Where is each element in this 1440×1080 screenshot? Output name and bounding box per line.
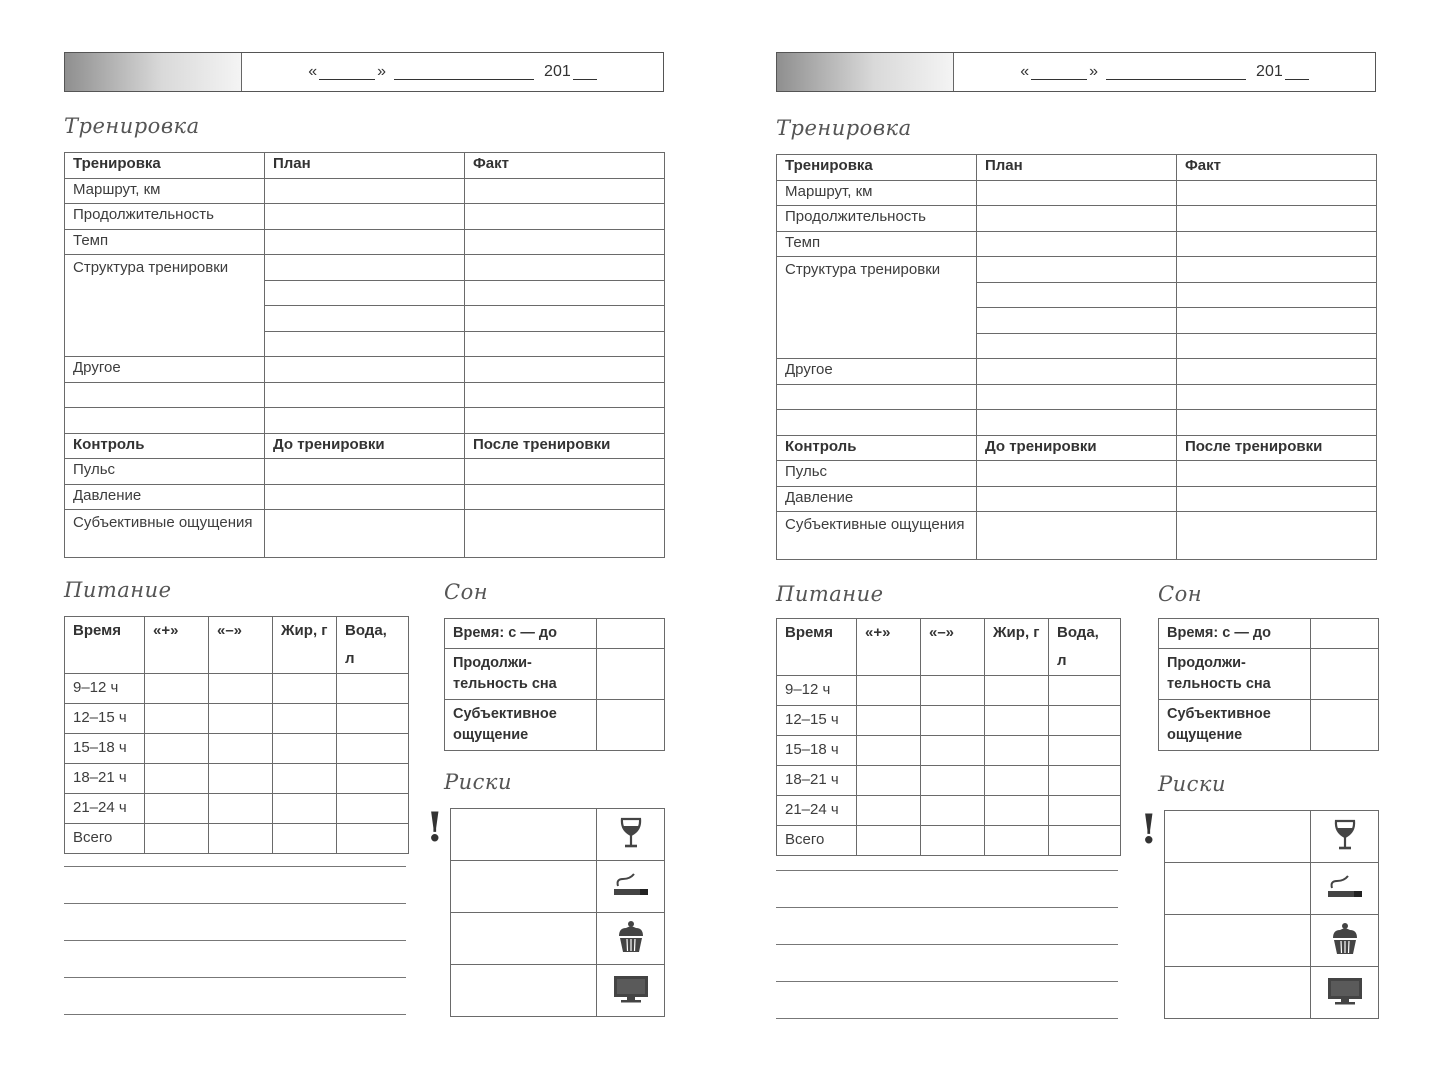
open-quote: « bbox=[1020, 63, 1030, 80]
structure-fact-cell[interactable] bbox=[465, 331, 665, 357]
nutrition-cell[interactable] bbox=[273, 734, 337, 764]
date-header bbox=[64, 52, 664, 92]
col-before: До тренировки bbox=[977, 435, 1177, 461]
risk-alcohol-cell[interactable] bbox=[451, 809, 597, 861]
total-label: Всего bbox=[777, 826, 857, 856]
nutrition-cell[interactable] bbox=[145, 734, 209, 764]
close-quote: » bbox=[1089, 63, 1099, 80]
nutrition-cell[interactable] bbox=[337, 824, 409, 854]
close-quote: » bbox=[377, 63, 387, 80]
row-pulse-label: Пульс bbox=[65, 459, 265, 485]
row-pulse-label: Пульс bbox=[777, 461, 977, 487]
duration-fact-cell[interactable] bbox=[465, 204, 665, 230]
nutrition-cell[interactable] bbox=[921, 736, 985, 766]
route-plan-cell[interactable] bbox=[265, 178, 465, 204]
col-control: Контроль bbox=[65, 433, 265, 459]
year-blank[interactable] bbox=[573, 65, 597, 80]
nutrition-cell[interactable] bbox=[985, 766, 1049, 796]
sleep-feeling-label: Субъективное ощущение bbox=[1159, 700, 1311, 751]
tv-icon bbox=[612, 974, 650, 1004]
col-plan: План bbox=[265, 153, 465, 179]
structure-plan-cell[interactable] bbox=[265, 280, 465, 306]
row-feeling-label: Субъективные ощущения bbox=[65, 510, 265, 558]
pace-fact-cell[interactable] bbox=[1177, 231, 1377, 257]
sleep-table bbox=[1158, 618, 1379, 751]
nutrition-cell[interactable] bbox=[273, 704, 337, 734]
sleep-duration-label: Продолжи-тельность сна bbox=[1159, 649, 1311, 700]
other-plan-cell[interactable] bbox=[977, 410, 1177, 436]
time-slot-label: 9–12 ч bbox=[65, 674, 145, 704]
risk-sweets-cell[interactable] bbox=[1165, 915, 1311, 967]
sleep-title: Сон bbox=[1158, 582, 1203, 606]
pulse-before-cell[interactable] bbox=[265, 459, 465, 485]
note-line[interactable] bbox=[64, 903, 406, 904]
sleep-time-label: Время: с — до bbox=[1159, 619, 1311, 649]
risks-title: Риски bbox=[444, 770, 512, 794]
wine-glass-icon bbox=[1331, 818, 1359, 852]
other-fact-cell[interactable] bbox=[465, 382, 665, 408]
col-training: Тренировка bbox=[777, 155, 977, 181]
structure-plan-cell[interactable] bbox=[265, 306, 465, 332]
row-pace-label: Темп bbox=[65, 229, 265, 255]
row-pressure-label: Давление bbox=[65, 484, 265, 510]
sleep-time-cell[interactable] bbox=[597, 619, 665, 649]
sleep-feeling-cell[interactable] bbox=[597, 700, 665, 751]
note-line[interactable] bbox=[776, 981, 1118, 982]
nutrition-cell[interactable] bbox=[1049, 706, 1121, 736]
row-route-label: Маршрут, км bbox=[65, 178, 265, 204]
month-blank[interactable] bbox=[1106, 65, 1246, 80]
nutrition-cell[interactable] bbox=[209, 674, 273, 704]
duration-fact-cell[interactable] bbox=[1177, 206, 1377, 232]
planner-page-right bbox=[776, 52, 1378, 1052]
structure-fact-cell[interactable] bbox=[1177, 308, 1377, 334]
exclamation-mark: ! bbox=[426, 804, 444, 851]
time-slot-label: 18–21 ч bbox=[65, 764, 145, 794]
risks-title: Риски bbox=[1158, 772, 1226, 796]
nutrition-cell[interactable] bbox=[337, 764, 409, 794]
other-plan-cell[interactable] bbox=[977, 359, 1177, 385]
note-line[interactable] bbox=[64, 940, 406, 941]
structure-fact-cell[interactable] bbox=[1177, 282, 1377, 308]
sleep-duration-cell[interactable] bbox=[597, 649, 665, 700]
pulse-after-cell[interactable] bbox=[465, 459, 665, 485]
duration-plan-cell[interactable] bbox=[265, 204, 465, 230]
structure-plan-cell[interactable] bbox=[265, 331, 465, 357]
risks-table bbox=[450, 808, 665, 1017]
pace-plan-cell[interactable] bbox=[977, 231, 1177, 257]
structure-fact-cell[interactable] bbox=[1177, 257, 1377, 283]
cupcake-icon bbox=[1330, 921, 1360, 957]
sleep-duration-cell[interactable] bbox=[1311, 649, 1379, 700]
route-fact-cell[interactable] bbox=[465, 178, 665, 204]
structure-fact-cell[interactable] bbox=[465, 255, 665, 281]
nutrition-cell[interactable] bbox=[857, 706, 921, 736]
risk-alcohol-cell[interactable] bbox=[1165, 811, 1311, 863]
structure-fact-cell[interactable] bbox=[465, 280, 665, 306]
nutrition-cell[interactable] bbox=[921, 796, 985, 826]
nutrition-cell[interactable] bbox=[337, 794, 409, 824]
nutrition-cell[interactable] bbox=[1049, 796, 1121, 826]
nutrition-table bbox=[776, 618, 1121, 856]
nutrition-cell[interactable] bbox=[337, 704, 409, 734]
time-slot-label: 15–18 ч bbox=[65, 734, 145, 764]
row-feeling-label: Субъективные ощущения bbox=[777, 512, 977, 560]
feeling-before-cell[interactable] bbox=[977, 512, 1177, 560]
other-extra-cell[interactable] bbox=[777, 410, 977, 436]
risk-sweets-cell[interactable] bbox=[451, 913, 597, 965]
col-fat: Жир, г bbox=[985, 619, 1049, 676]
cigarette-icon bbox=[1326, 872, 1364, 902]
col-fact: Факт bbox=[1177, 155, 1377, 181]
date-field[interactable] bbox=[242, 53, 663, 91]
col-water: Вода, л bbox=[337, 617, 409, 674]
feeling-after-cell[interactable] bbox=[1177, 512, 1377, 560]
sleep-feeling-cell[interactable] bbox=[1311, 700, 1379, 751]
note-line[interactable] bbox=[776, 870, 1118, 871]
other-extra-cell[interactable] bbox=[65, 408, 265, 434]
training-table bbox=[776, 154, 1377, 560]
nutrition-cell[interactable] bbox=[145, 764, 209, 794]
col-time: Время bbox=[777, 619, 857, 676]
nutrition-cell[interactable] bbox=[1049, 736, 1121, 766]
other-plan-cell[interactable] bbox=[977, 384, 1177, 410]
wine-glass-icon bbox=[617, 816, 645, 850]
pace-plan-cell[interactable] bbox=[265, 229, 465, 255]
nutrition-title: Питание bbox=[776, 582, 884, 606]
nutrition-cell[interactable] bbox=[857, 766, 921, 796]
col-time: Время bbox=[65, 617, 145, 674]
sleep-feeling-label: Субъективное ощущение bbox=[445, 700, 597, 751]
time-slot-label: 12–15 ч bbox=[65, 704, 145, 734]
time-slot-label: 15–18 ч bbox=[777, 736, 857, 766]
other-plan-cell[interactable] bbox=[265, 408, 465, 434]
note-line[interactable] bbox=[776, 944, 1118, 945]
other-fact-cell[interactable] bbox=[465, 408, 665, 434]
nutrition-cell[interactable] bbox=[273, 824, 337, 854]
nutrition-cell[interactable] bbox=[921, 766, 985, 796]
other-plan-cell[interactable] bbox=[265, 357, 465, 383]
header-gradient-block bbox=[777, 53, 954, 91]
structure-plan-cell[interactable] bbox=[977, 282, 1177, 308]
col-plus: «+» bbox=[857, 619, 921, 676]
pressure-after-cell[interactable] bbox=[465, 484, 665, 510]
col-after: После тренировки bbox=[465, 433, 665, 459]
training-title: Тренировка bbox=[64, 114, 200, 138]
month-blank[interactable] bbox=[394, 65, 534, 80]
sleep-title: Сон bbox=[444, 580, 489, 604]
other-plan-cell[interactable] bbox=[265, 382, 465, 408]
nutrition-cell[interactable] bbox=[337, 674, 409, 704]
nutrition-cell[interactable] bbox=[145, 704, 209, 734]
route-fact-cell[interactable] bbox=[1177, 180, 1377, 206]
nutrition-cell[interactable] bbox=[857, 826, 921, 856]
year-blank[interactable] bbox=[1285, 65, 1309, 80]
feeling-before-cell[interactable] bbox=[265, 510, 465, 558]
row-duration-label: Продолжительность bbox=[65, 204, 265, 230]
nutrition-cell[interactable] bbox=[273, 794, 337, 824]
nutrition-cell[interactable] bbox=[1049, 766, 1121, 796]
time-slot-label: 12–15 ч bbox=[777, 706, 857, 736]
training-table bbox=[64, 152, 665, 558]
row-other-label: Другое bbox=[65, 357, 265, 383]
nutrition-cell[interactable] bbox=[921, 826, 985, 856]
nutrition-cell[interactable] bbox=[985, 796, 1049, 826]
pulse-after-cell[interactable] bbox=[1177, 461, 1377, 487]
pace-fact-cell[interactable] bbox=[465, 229, 665, 255]
risk-smoking-cell[interactable] bbox=[451, 861, 597, 913]
row-structure-label: Структура тренировки bbox=[777, 257, 977, 359]
col-fat: Жир, г bbox=[273, 617, 337, 674]
nutrition-title: Питание bbox=[64, 578, 172, 602]
col-training: Тренировка bbox=[65, 153, 265, 179]
sleep-time-label: Время: с — до bbox=[445, 619, 597, 649]
row-structure-label: Структура тренировки bbox=[65, 255, 265, 357]
nutrition-cell[interactable] bbox=[1049, 676, 1121, 706]
row-other-label: Другое bbox=[777, 359, 977, 385]
col-control: Контроль bbox=[777, 435, 977, 461]
other-extra-cell[interactable] bbox=[777, 384, 977, 410]
time-slot-label: 18–21 ч bbox=[777, 766, 857, 796]
sleep-table bbox=[444, 618, 665, 751]
nutrition-cell[interactable] bbox=[273, 674, 337, 704]
nutrition-cell[interactable] bbox=[857, 736, 921, 766]
nutrition-cell[interactable] bbox=[209, 704, 273, 734]
row-pressure-label: Давление bbox=[777, 486, 977, 512]
structure-plan-cell[interactable] bbox=[977, 308, 1177, 334]
nutrition-cell[interactable] bbox=[337, 734, 409, 764]
risk-tv-cell[interactable] bbox=[451, 965, 597, 1017]
other-fact-cell[interactable] bbox=[465, 357, 665, 383]
col-water: Вода, л bbox=[1049, 619, 1121, 676]
duration-plan-cell[interactable] bbox=[977, 206, 1177, 232]
day-blank[interactable] bbox=[319, 65, 375, 80]
structure-fact-cell[interactable] bbox=[465, 306, 665, 332]
feeling-after-cell[interactable] bbox=[465, 510, 665, 558]
nutrition-cell[interactable] bbox=[857, 796, 921, 826]
total-label: Всего bbox=[65, 824, 145, 854]
note-line[interactable] bbox=[64, 977, 406, 978]
pressure-before-cell[interactable] bbox=[977, 486, 1177, 512]
nutrition-cell[interactable] bbox=[145, 674, 209, 704]
structure-plan-cell[interactable] bbox=[977, 257, 1177, 283]
other-fact-cell[interactable] bbox=[1177, 384, 1377, 410]
note-line[interactable] bbox=[64, 866, 406, 867]
risks-table bbox=[1164, 810, 1379, 1019]
tv-icon bbox=[1326, 976, 1364, 1006]
structure-plan-cell[interactable] bbox=[265, 255, 465, 281]
cigarette-icon bbox=[612, 870, 650, 900]
nutrition-cell[interactable] bbox=[857, 676, 921, 706]
col-plus: «+» bbox=[145, 617, 209, 674]
row-duration-label: Продолжительность bbox=[777, 206, 977, 232]
year-prefix: 201 bbox=[544, 63, 571, 80]
nutrition-cell[interactable] bbox=[209, 824, 273, 854]
pressure-before-cell[interactable] bbox=[265, 484, 465, 510]
time-slot-label: 9–12 ч bbox=[777, 676, 857, 706]
open-quote: « bbox=[308, 63, 318, 80]
col-minus: «–» bbox=[209, 617, 273, 674]
nutrition-cell[interactable] bbox=[209, 734, 273, 764]
time-slot-label: 21–24 ч bbox=[65, 794, 145, 824]
route-plan-cell[interactable] bbox=[977, 180, 1177, 206]
nutrition-cell[interactable] bbox=[145, 794, 209, 824]
nutrition-cell[interactable] bbox=[209, 794, 273, 824]
other-fact-cell[interactable] bbox=[1177, 410, 1377, 436]
other-fact-cell[interactable] bbox=[1177, 359, 1377, 385]
nutrition-cell[interactable] bbox=[209, 764, 273, 794]
planner-page-left bbox=[64, 52, 666, 1052]
header-gradient-block bbox=[65, 53, 242, 91]
training-title: Тренировка bbox=[776, 116, 912, 140]
nutrition-cell[interactable] bbox=[921, 676, 985, 706]
sleep-duration-label: Продолжи-тельность сна bbox=[445, 649, 597, 700]
date-header bbox=[776, 52, 1376, 92]
nutrition-cell[interactable] bbox=[985, 736, 1049, 766]
year-prefix: 201 bbox=[1256, 63, 1283, 80]
row-pace-label: Темп bbox=[777, 231, 977, 257]
structure-fact-cell[interactable] bbox=[1177, 333, 1377, 359]
nutrition-cell[interactable] bbox=[985, 706, 1049, 736]
day-blank[interactable] bbox=[1031, 65, 1087, 80]
nutrition-cell[interactable] bbox=[1049, 826, 1121, 856]
note-line[interactable] bbox=[64, 1014, 406, 1015]
pulse-before-cell[interactable] bbox=[977, 461, 1177, 487]
cupcake-icon bbox=[616, 919, 646, 955]
col-plan: План bbox=[977, 155, 1177, 181]
col-before: До тренировки bbox=[265, 433, 465, 459]
nutrition-cell[interactable] bbox=[985, 676, 1049, 706]
nutrition-cell[interactable] bbox=[921, 706, 985, 736]
nutrition-cell[interactable] bbox=[145, 824, 209, 854]
structure-plan-cell[interactable] bbox=[977, 333, 1177, 359]
row-route-label: Маршрут, км bbox=[777, 180, 977, 206]
col-minus: «–» bbox=[921, 619, 985, 676]
col-after: После тренировки bbox=[1177, 435, 1377, 461]
sleep-time-cell[interactable] bbox=[1311, 619, 1379, 649]
nutrition-cell[interactable] bbox=[985, 826, 1049, 856]
nutrition-table bbox=[64, 616, 409, 854]
risk-tv-cell[interactable] bbox=[1165, 967, 1311, 1019]
other-extra-cell[interactable] bbox=[65, 382, 265, 408]
date-field[interactable] bbox=[954, 53, 1375, 91]
note-line[interactable] bbox=[776, 1018, 1118, 1019]
col-fact: Факт bbox=[465, 153, 665, 179]
pressure-after-cell[interactable] bbox=[1177, 486, 1377, 512]
risk-smoking-cell[interactable] bbox=[1165, 863, 1311, 915]
note-line[interactable] bbox=[776, 907, 1118, 908]
exclamation-mark: ! bbox=[1140, 806, 1158, 853]
nutrition-cell[interactable] bbox=[273, 764, 337, 794]
time-slot-label: 21–24 ч bbox=[777, 796, 857, 826]
